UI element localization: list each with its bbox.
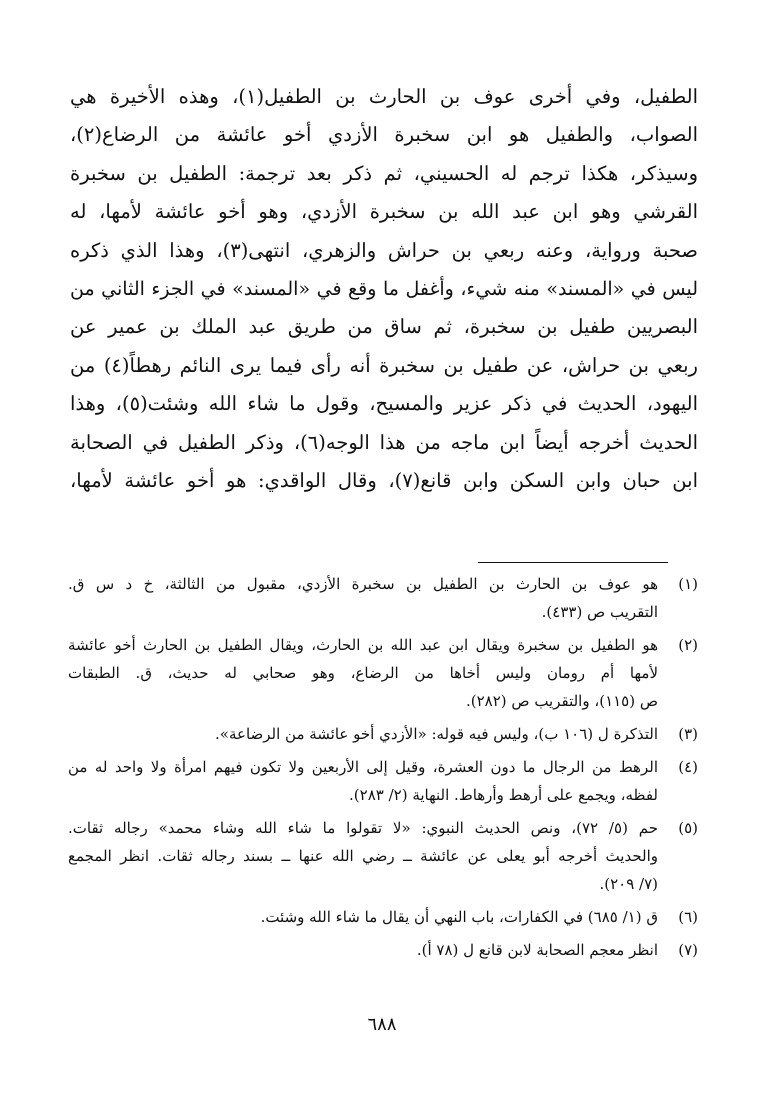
- body-line: البصريين طفيل بن سخبرة، ثم ساق من طريق عبد الملك بن عمير عن: [70, 315, 698, 339]
- main-text: [70, 78, 698, 500]
- body-line: صحبة ورواية، وعنه ربعي بن حراش والزهري، انتهى(٣)، وهذا الذي ذكره: [70, 238, 698, 262]
- footnotes: [68, 570, 698, 969]
- footnote-number: (١): [678, 575, 698, 593]
- footnote-6: [68, 903, 698, 931]
- footnote-1: [68, 570, 698, 626]
- footnote-line: والحديث أخرجه أبو يعلى عن عائشة ــ رضي الله عنها ــ بسند رجاله ثقات. انظر المجمع: [68, 847, 658, 865]
- footnote-line: حم (٥/ ٧٢)، ونص الحديث النبوي: «لا تقولوا ما شاء الله وشاء محمد» رجاله ثقات.: [68, 819, 658, 837]
- footnote-number: (٣): [678, 725, 698, 743]
- body-line: القرشي وهو ابن عبد الله بن سخبرة الأزدي، وهو أخو عائشة لأمها، له: [70, 200, 698, 224]
- body-line: الطفيل، وفي أخرى عوف بن الحارث بن الطفيل(١)، وهذه الأخيرة هي: [70, 85, 698, 108]
- footnote-line: التذكرة ل (١٠٦ ب)، وليس فيه قوله: «الأزدي أخو عائشة من الرضاعة».: [215, 725, 658, 743]
- footnote-3: [68, 720, 698, 748]
- footnote-number: (٤): [678, 758, 698, 776]
- footnote-line: هو الطفيل بن سخبرة ويقال ابن عبد الله بن الحارث، ويقال الطفيل بن الحارث أخو عائشة: [68, 636, 658, 654]
- footnote-line: انظر معجم الصحابة لابن قانع ل (٧٨ أ).: [416, 941, 658, 959]
- footnote-line: لأمها أم رومان وليس أخاها من الرضاع، وهو صحابي له حديث، ق. الطبقات: [68, 664, 658, 682]
- body-line: ربعي بن حراش، عن طفيل بن سخبرة أنه رأى فيما يرى النائم رهطاً(٤) من: [70, 353, 698, 377]
- footnote-number: (٧): [678, 941, 698, 959]
- footnote-number: (٢): [678, 636, 698, 654]
- footnote-line: الرهط من الرجال ما دون العشرة، وقيل إلى الأربعين ولا تكون فيهم امرأة ولا واحد له من: [68, 758, 658, 776]
- footnote-2: [68, 631, 698, 715]
- footnote-line: ص (١١٥)، والتقريب ص (٢٨٢).: [466, 692, 658, 710]
- footnote-line: لفظه، ويجمع على أرهط وأرهاط. النهاية (٢/ ٢٨٣).: [349, 786, 658, 804]
- footnote-line: (٧/ ٢٠٩).: [599, 875, 658, 893]
- footnote-separator: [478, 562, 668, 563]
- body-line: وسيذكر، هكذا ترجم له الحسيني، ثم ذكر بعد ترجمة: الطفيل بن سخبرة: [70, 161, 698, 185]
- body-line: ابن حبان وابن السكن وابن قانع(٧)، وقال الواقدي: هو أخو عائشة لأمها،: [70, 468, 698, 492]
- footnote-line: التقريب ص (٤٣٣).: [541, 603, 658, 621]
- body-line: ليس في «المسند» منه شيء، وأغفل ما وقع في «المسند» في الجزء الثاني من: [70, 277, 698, 300]
- footnote-number: (٦): [678, 908, 698, 926]
- footnote-5: [68, 814, 698, 898]
- footnote-7: [68, 936, 698, 964]
- footnote-4: [68, 753, 698, 809]
- footnote-line: هو عوف بن الحارث بن الطفيل بن سخبرة الأزدي، مقبول من الثالثة، خ د س ق.: [68, 575, 658, 593]
- body-line: اليهود، الحديث في ذكر عزير والمسيح، وقول ما شاء الله وشئت(٥)، وهذا: [70, 392, 698, 416]
- footnote-number: (٥): [678, 819, 698, 837]
- footnote-line: ق (١/ ٦٨٥) في الكفارات، باب النهي أن يقال ما شاء الله وشئت.: [260, 908, 658, 926]
- page-number: ٦٨٨: [367, 1014, 397, 1035]
- body-line: الحديث أخرجه أيضاً ابن ماجه من هذا الوجه(٦)، وذكر الطفيل في الصحابة: [70, 430, 698, 454]
- body-line: الصواب، والطفيل هو ابن سخبرة الأزدي أخو عائشة من الرضاع(٢)،: [70, 123, 698, 147]
